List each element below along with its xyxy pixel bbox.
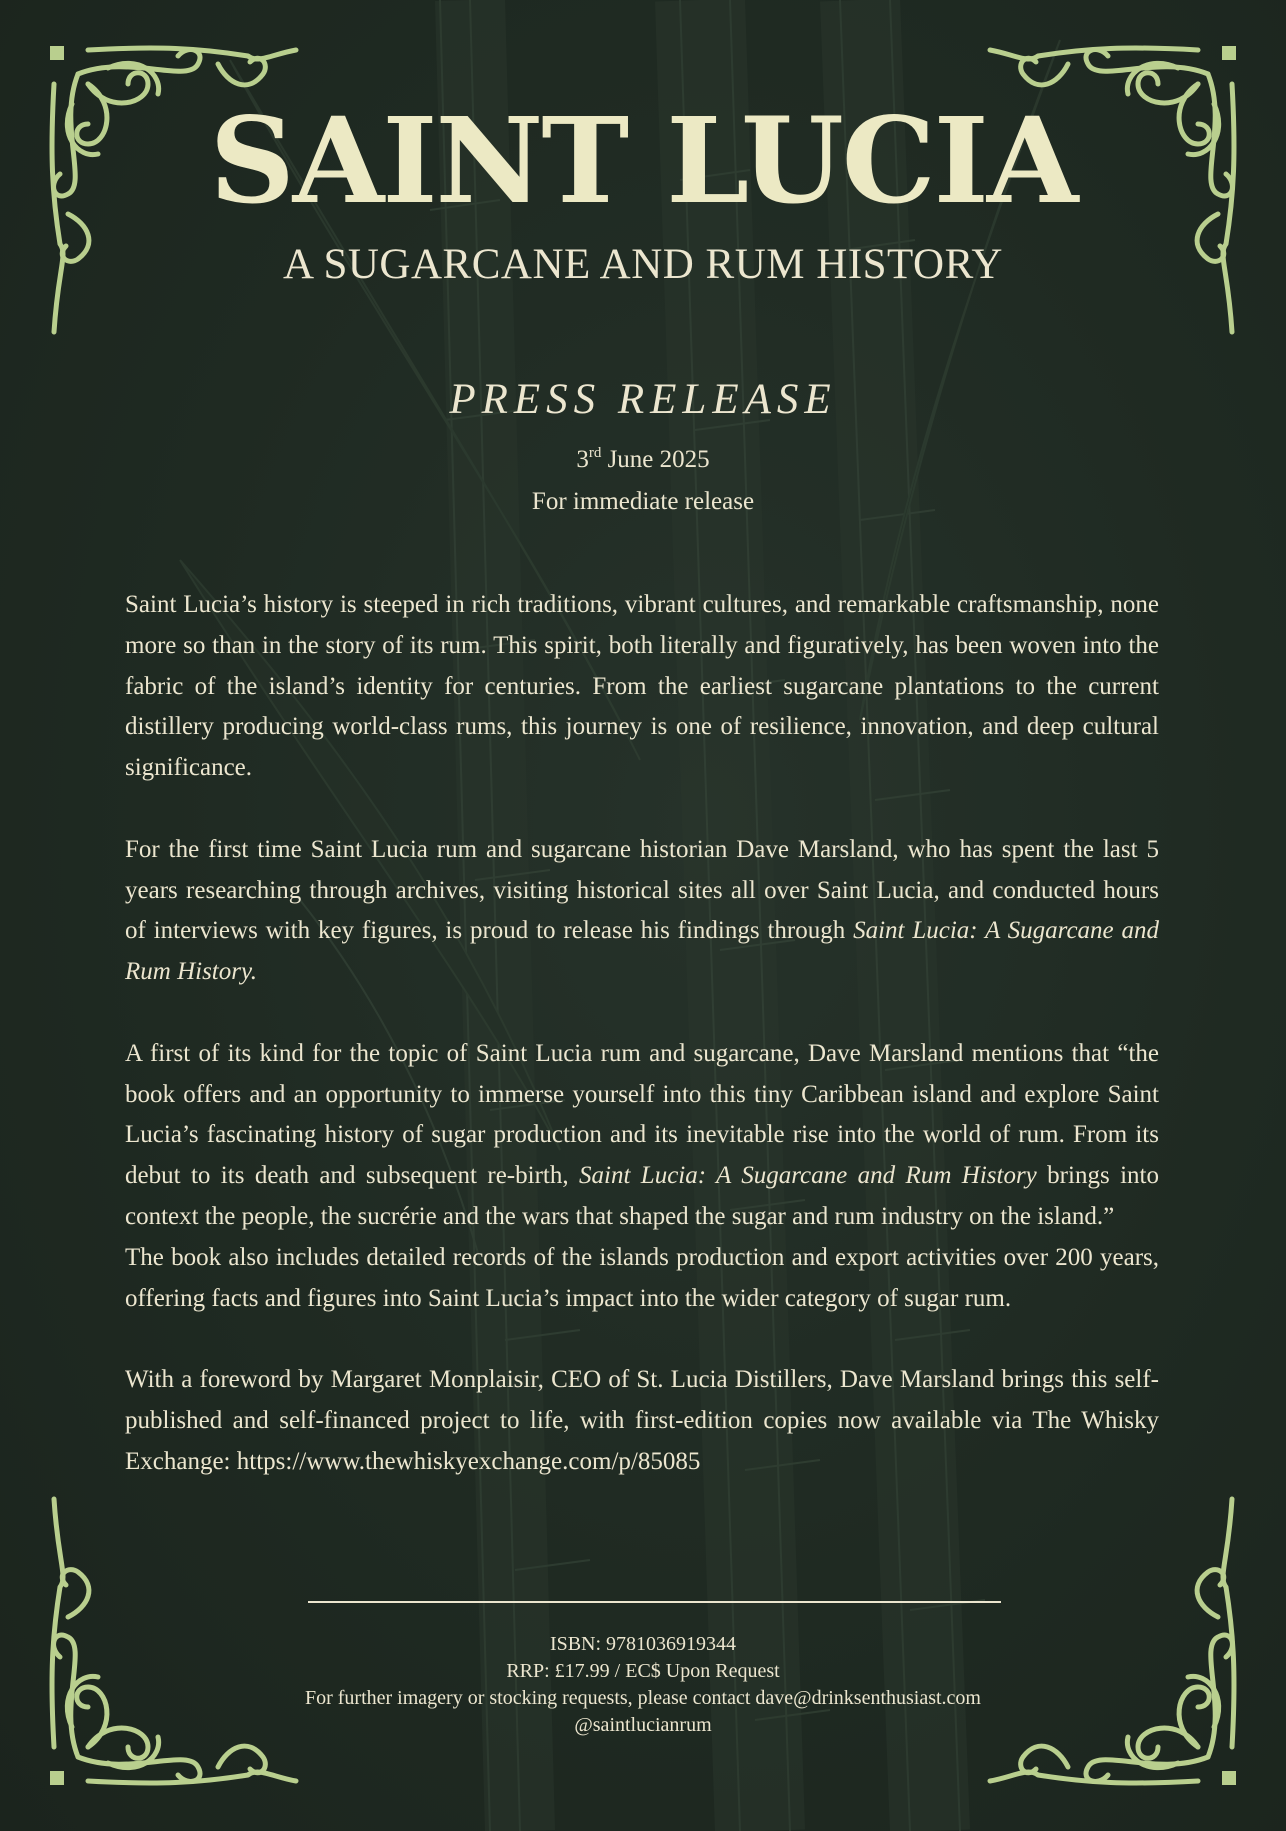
isbn-line: ISBN: 9781036919344 bbox=[549, 1633, 737, 1655]
price-line: RRP: £17.99 / EC$ Upon Request bbox=[506, 1660, 780, 1682]
date-ordinal-suffix: rd bbox=[588, 445, 602, 461]
press-release-body bbox=[125, 585, 1159, 1483]
press-release-heading: PRESS RELEASE bbox=[449, 376, 837, 423]
social-handle: @saintlucianrum bbox=[574, 1714, 712, 1736]
date-month-year: June 2025 bbox=[601, 446, 710, 473]
book-title-italic: Saint Lucia: A Sugarcane and Rum History bbox=[579, 1162, 1037, 1190]
paragraph-author bbox=[125, 830, 1159, 993]
footer-divider bbox=[308, 1601, 1001, 1603]
book-subtitle: A SUGARCANE AND RUM HISTORY bbox=[283, 241, 1003, 288]
contact-line: For further imagery or stocking requests, please contact dave@drinksenthusiast.com bbox=[304, 1687, 981, 1709]
paragraph-author-text: For the first time Saint Lucia rum and sugarcane historian Dave Marsland, who has spent the last 5 years researching through archives, visiting historical sites all over Saint Lucia, and conducted hours of interviews with key figures, is proud to release his findings through bbox=[125, 835, 1159, 945]
paragraph-quote bbox=[125, 1034, 1159, 1238]
paragraph-quote-start: A first of its kind for the topic of Saint Lucia rum and sugarcane, Dave Marsland mentions that “the book offers and an opportunity to immerse yourself into this tiny Caribbean island and explore Saint Lucia’s fascinating history of sugar production and its inevitable rise into the world of rum. From its debut to its death and subsequent re-birth, bbox=[125, 1039, 1159, 1190]
paragraph-records: The book also includes detailed records of the islands production and export activities over 200 years, offering facts and figures into Saint Lucia’s impact into the wider category of sugar rum. bbox=[125, 1243, 1159, 1312]
paragraph-intro: Saint Lucia’s history is steeped in rich traditions, vibrant cultures, and remarkable craftsmanship, none more so than in the story of its rum. This spirit, both literally and figuratively, has been woven into the fabric of the island’s identity for centuries. From the earliest sugarcane plantations to the current distillery producing world-class rums, this journey is one of resilience, innovation, and deep cultural significance. bbox=[125, 591, 1159, 782]
date-day: 3 bbox=[576, 446, 589, 473]
paragraph-quote-end: brings into context the people, the sucrérie and the wars that shaped the sugar and rum industry on the island.” bbox=[125, 1162, 1159, 1230]
footer-info bbox=[0, 1631, 1286, 1739]
paragraph-availability: With a foreword by Margaret Monplaisir, CEO of St. Lucia Distillers, Dave Marsland brings this self-published and self-financed project to life, with first-edition copies now available via The Whisky Exchange: https://www.thewhiskyexchange.com/p/85085 bbox=[125, 1366, 1159, 1475]
book-title-italic: Saint Lucia: A Sugarcane and Rum History. bbox=[125, 917, 1159, 986]
release-note: For immediate release bbox=[531, 488, 755, 515]
release-date bbox=[0, 444, 1286, 476]
page-title: SAINT LUCIA bbox=[209, 91, 1077, 230]
